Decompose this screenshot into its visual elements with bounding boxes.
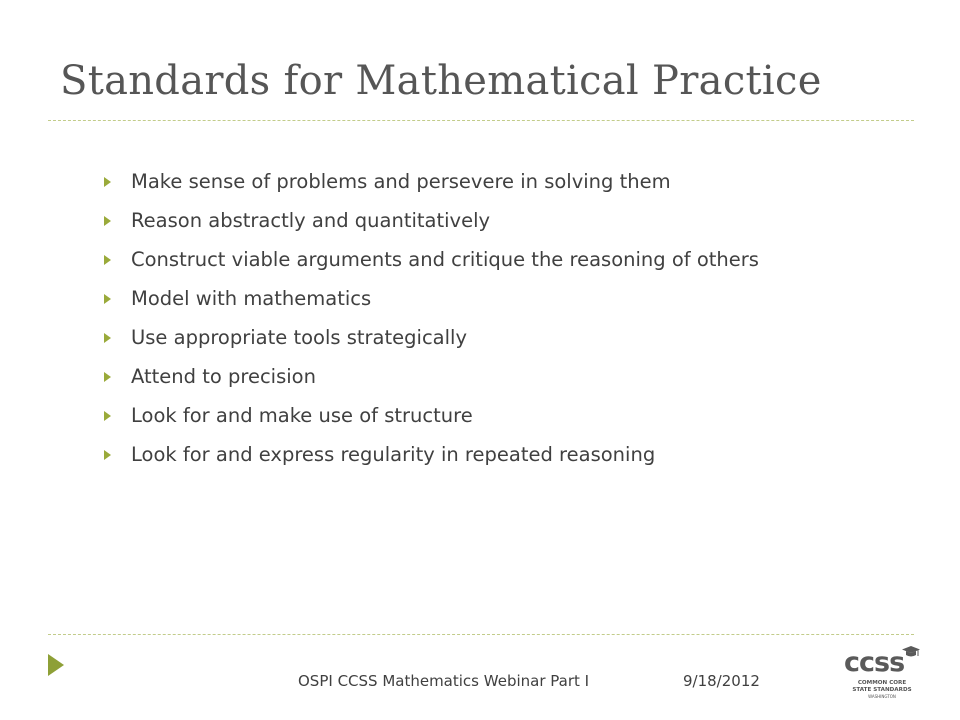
logo-line-2: STATE STANDARDS — [852, 687, 912, 693]
triangle-bullet-icon — [104, 255, 111, 265]
graduation-cap-icon — [902, 646, 920, 658]
list-item-text: Make sense of problems and persevere in solving them — [131, 170, 671, 193]
footer-presentation-title: OSPI CCSS Mathematics Webinar Part I — [298, 672, 590, 690]
triangle-bullet-icon — [104, 294, 111, 304]
practice-list — [104, 162, 759, 474]
list-item-text: Model with mathematics — [131, 287, 372, 310]
list-item — [104, 279, 759, 318]
list-item — [104, 162, 759, 201]
list-item — [104, 357, 759, 396]
list-item-text: Use appropriate tools strategically — [131, 326, 467, 349]
footer-date: 9/18/2012 — [683, 672, 760, 690]
list-item — [104, 201, 759, 240]
triangle-bullet-icon — [104, 372, 111, 382]
logo-line-3: WASHINGTON — [868, 694, 896, 699]
ccss-logo — [842, 646, 922, 702]
list-item-text: Attend to precision — [131, 365, 316, 388]
list-item — [104, 396, 759, 435]
triangle-bullet-icon — [104, 450, 111, 460]
list-item — [104, 435, 759, 474]
list-item-text: Construct viable arguments and critique the reasoning of others — [131, 248, 759, 271]
list-item — [104, 240, 759, 279]
triangle-bullet-icon — [104, 177, 111, 187]
list-item-text: Look for and express regularity in repeated reasoning — [131, 443, 656, 466]
triangle-bullet-icon — [104, 411, 111, 421]
triangle-bullet-icon — [104, 333, 111, 343]
title-divider — [48, 120, 914, 121]
logo-line-1: COMMON CORE — [857, 680, 907, 686]
next-slide-arrow-icon[interactable] — [48, 654, 64, 676]
list-item-text: Reason abstractly and quantitatively — [131, 209, 491, 232]
logo-wordmark: ccss — [844, 647, 905, 678]
list-item-text: Look for and make use of structure — [131, 404, 473, 427]
triangle-bullet-icon — [104, 216, 111, 226]
slide-title: Standards for Mathematical Practice — [60, 58, 822, 104]
footer-divider — [48, 634, 914, 635]
list-item — [104, 318, 759, 357]
